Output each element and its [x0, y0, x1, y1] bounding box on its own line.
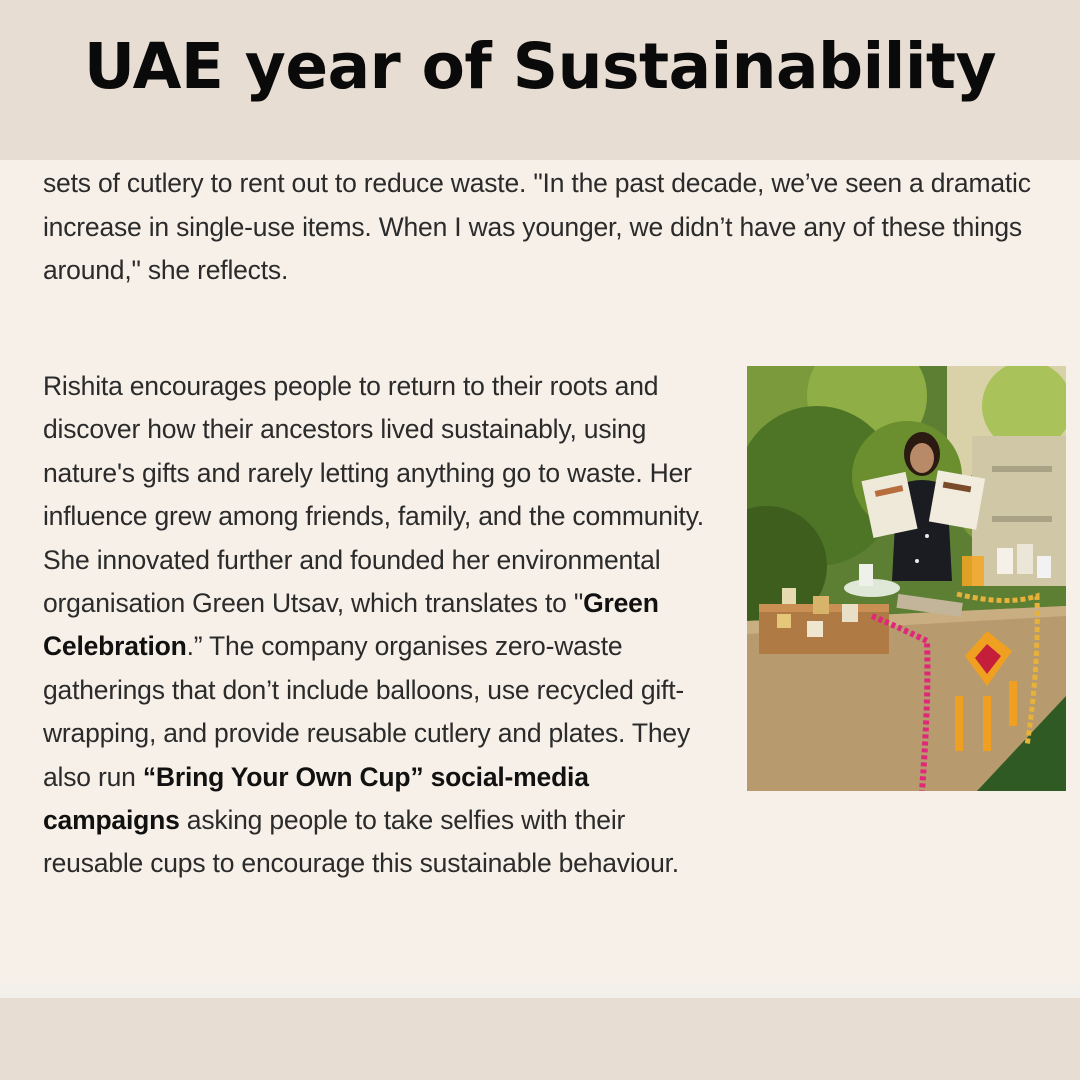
header-banner: [0, 0, 1080, 160]
separator-strip: [0, 983, 1080, 998]
main-paragraph: [43, 365, 713, 886]
paragraph-text-3: asking people to take selfies with their reusable cups to encourage this sustainable behaviour.: [43, 805, 679, 879]
article-body: [0, 160, 1080, 983]
paragraph-text-2: .” The company organises zero-waste gatherings that don’t include balloons, use recycled gift-wrapping, and provide reusable cutlery and plates. They also run: [43, 631, 690, 792]
article-photo: [747, 366, 1066, 791]
intro-paragraph: sets of cutlery to rent out to reduce waste. "In the past decade, we’ve seen a dramatic increase in single-use items. When I was younger, we didn’t have any of these things around," she reflects.: [43, 168, 1031, 285]
bold-phrase-campaign: “Bring Your Own Cup” social-media campaigns: [43, 761, 589, 836]
page-title: UAE year of Sustainability: [83, 30, 997, 103]
bold-phrase-green-celebration: Green Celebration: [43, 588, 659, 662]
paragraph-text-1: Rishita encourages people to return to their roots and discover how their ancestors lived sustainably, using nature's gifts and rarely letting anything go to waste. Her influence grew among friends, family, and the community. She innovated further and founded her environmental organisation Green Utsav, which translates to ": [43, 371, 704, 619]
footer-band: [0, 998, 1080, 1080]
